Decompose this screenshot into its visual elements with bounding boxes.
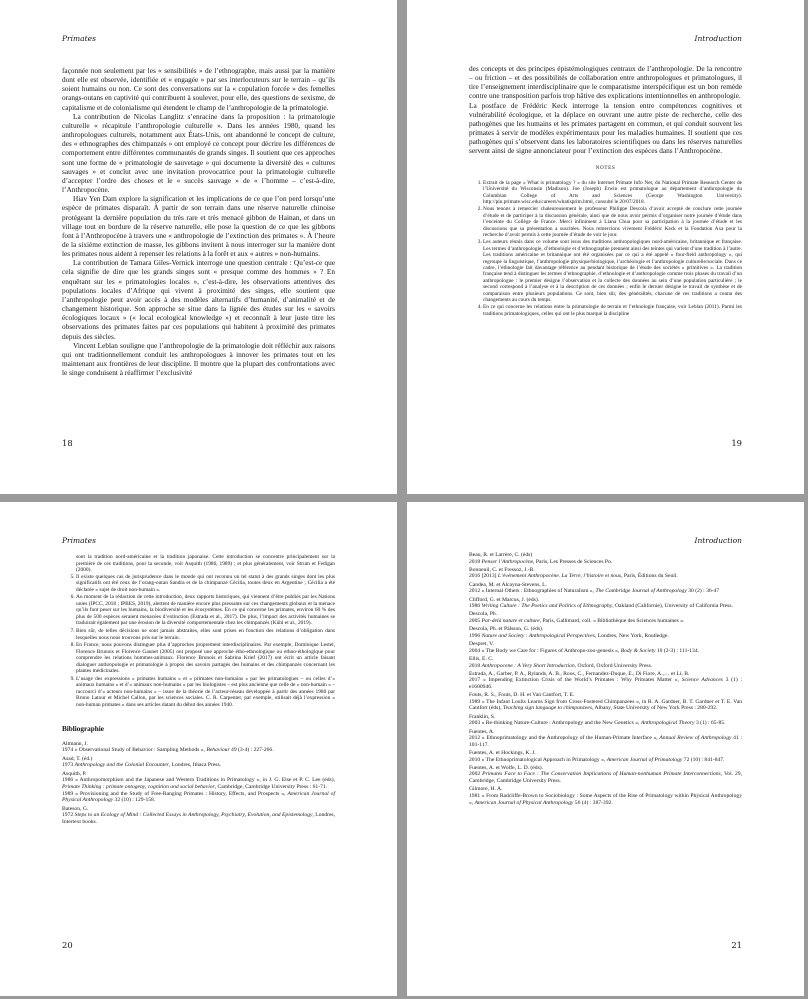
bib-ref-title: Primates Face to Face : The Conservation Implications of Human-nonhuman Primate Interconnections	[482, 771, 721, 778]
bibliography-entry	[469, 626, 742, 639]
bibliography-entry	[469, 656, 742, 669]
bibliography-entry	[62, 756, 335, 769]
bib-reference	[469, 663, 742, 670]
bib-ref-title: Penser l’Anthropocène	[481, 558, 534, 565]
bib-ref-text: 1974 « Observational Study of Behavior : Sampling Methods »,	[62, 747, 207, 754]
bib-reference	[469, 633, 742, 640]
bib-ref-text: 2016 [2013]	[469, 573, 498, 580]
bib-ref-title: L’événement Anthropocène. La Terre, l’histoire et nous	[497, 573, 622, 580]
bib-ref-title: American Journal of Physical Anthropology	[62, 790, 335, 804]
bib-ref-title: Writing Culture : The Poetics and Politics of Ethnography	[481, 603, 613, 610]
bib-ref-text: , Cambridge, Cambridge University Press : 61-71.	[214, 783, 328, 790]
bib-ref-text: 56 (4) : 387-392.	[573, 799, 613, 806]
bib-author: Asad, T. (éd.)	[62, 755, 93, 762]
bib-ref-text: 2018	[469, 662, 482, 669]
bibliography-entry	[469, 729, 742, 749]
bib-ref-title: Behaviour	[206, 747, 230, 754]
bib-ref-text: 49 (3-4) : 227-266.	[229, 747, 274, 754]
bibliography-heading: Bibliographie	[62, 724, 104, 733]
bib-ref-text: 32 (10) : 129-158.	[113, 797, 156, 804]
bib-ref-text: 1986 « Anthropomorphism and the Japanese and Western Traditions in Primatology », in J. G. Else et P. C. Lee (éds),	[62, 777, 335, 784]
bibliography-entry	[62, 806, 335, 826]
bib-ref-title: Anthropology and the Colonial Encounter	[74, 762, 169, 769]
bib-ref-title: American Journal of Primatology	[606, 756, 683, 763]
paragraph: Vincent Leblan souligne que l’anthropologie de la primatologie doit réfléchir aux raisons qui ont traditionnellement conduit les anthropologues à innover les primates tout en les maintenant aux frontières de leur discipline. Il montre que la plupart des confrontations avec le singe conduisent à réaffirmer l’exclusivité	[62, 340, 335, 378]
bib-reference	[469, 603, 742, 610]
running-head: Primates	[62, 34, 96, 43]
bib-author: Clifford, G. et Marcus, J. (éds).	[469, 596, 540, 603]
bibliography-list	[62, 741, 335, 826]
bib-reference	[469, 648, 742, 655]
bib-ref-text: 1989 « Provisioning and the Study of Free-Ranging Primates : History, Effects, and Prospects »,	[62, 790, 288, 797]
bibliography-entry	[469, 582, 742, 595]
bib-ref-text: , Paris, Gallimard, coll. « Bibliothèque des Sciences humaines ».	[539, 618, 685, 624]
page-number: 21	[731, 940, 742, 950]
bib-reference	[62, 747, 335, 754]
bibliography-entry	[469, 714, 742, 727]
bib-ref-text: , Paris, Les Presses de Sciences Po.	[533, 558, 613, 565]
bib-reference	[469, 757, 742, 764]
bib-reference	[469, 573, 742, 580]
bib-ref-text: 1973	[62, 762, 75, 769]
bib-author: Franklin, S.	[469, 713, 496, 720]
page-18	[0, 0, 397, 494]
note-item: 5. Il existe quelques cas de jurisprudence dans le monde qui ont reconnu un tel statut à des grands singes dont les plus significatifs ont été ceux de l’orang-outan Sandra et de la chimpanzé Cécilia, toutes deux en Argentine ; Cécilia a été déclarée « sujet de droit non-humain ».	[76, 574, 335, 594]
bib-ref-text: 1989 « The Infant Loulis Learns Sign from Cross-Fostered Chimpanzees », in R. A. Gardner, B. T. Gardner et T. E. Van Cantfort (éds),	[469, 698, 742, 712]
running-head: Introduction	[694, 34, 742, 43]
bib-author: Gilmore, H. A.	[469, 786, 503, 793]
notes-and-bibliography	[62, 554, 335, 827]
note-item: 2. Nous tenons à remercier chaleureusement le professeur Philippe Descola d’avoir accepté de conclure cette journée d’étude et de participer à la discussion générale, ainsi que de nous avoir permis d’organiser notre journée d’étude dans l’enceinte du Collège de France. Merci infiniment à Liana Chua pour sa participation à la journée d’étude et les discussions que sa présentation a suscitées. Nous remercions vivement Frédéric Keck et la Fondation Axa pour la recherche d’avoir permis à cette journée d’étude de voir le jour.	[483, 206, 742, 238]
bib-author: Bateson, G.	[62, 805, 89, 812]
bib-author: Despret, V.	[469, 641, 494, 648]
bib-ref-title: Par-delà nature et culture	[481, 618, 540, 624]
bib-ref-text: 72 (10) : 841-847.	[682, 756, 725, 763]
note-continuation: sont la tradition nord-américaine et la tradition japonaise. Cette introduction se concentre principalement sur la première de ces traditions, pour la seconde, voir Asquith (1986, 1989) ; et plus généralement, voir Strum et Fedigan (2000).	[76, 554, 335, 574]
page-number: 18	[62, 438, 73, 448]
bib-author: Altmann, J.	[62, 740, 88, 747]
bib-reference	[469, 699, 742, 712]
bib-reference	[469, 559, 742, 566]
note-item: 7. Bien sûr, de telles décisions ne sont jamais abstraites, elles sont prises en fonction des relations d’obligation dans lesquelles nous nous trouvons pris sur le terrain.	[76, 628, 335, 641]
body-text	[469, 64, 742, 318]
bibliography-entry	[469, 765, 742, 785]
bib-author: Fuentes, A.	[469, 728, 495, 735]
note-item: 3. Les auteurs réunis dans ce volume sont issus des traditions anthropologiques nord-américaine, britannique et française. Les termes d’anthropologie, d’ethnologie et d’ethnographie prennent ainsi des teintes qui varient d’une tradition à l’autre. Les traditions américaine et britannique ont été organisées par ce qui a été appelé « four-field anthropology », qui regroupe la linguistique, l’anthropologie physique/biologique, l’archéologie et l’anthropologie culturelle/sociale. Dans ce cadre, l’ethnologie fait davantage référence au pendant historique de l’étude des sociétés « primitives ». La tradition française tend à distinguer les termes d’ethnographie, d’ethnologie et d’anthropologie comme trois phases du travail d’un anthropologue : le premier désigne l’observation et la collecte des données au sein d’une population particulière ; le second correspond à l’analyse et à la description de ces données ; enfin le dernier désigne le travail de synthèse et de comparaison entre plusieurs populations. Ce sont, bien sûr, des généralités, chacune de ces traditions a connu des changements au cours du temps.	[483, 239, 742, 303]
bib-ref-title: Nature and Society : Anthropological Perspectives	[481, 632, 595, 639]
bib-ref-text: , Paris, Éditions du Seuil.	[621, 573, 678, 580]
bib-ref-text: , Oakland (Californie), University of California Press.	[612, 603, 733, 610]
bibliography-entry	[62, 741, 335, 754]
bibliography-entry	[62, 771, 335, 805]
bib-ref-text: 2017 « Impending Extinction Crisis of the World’s Primates : Why Primates Matter »,	[469, 677, 682, 684]
note-item: 9. L’usage des expressions « primates humains » et « primates non-humains » par les primatologues – ou celles d’« animaux humains » et d’« animaux non-humains » par les biologistes – est plus ancienne que celle de « non-humain » – raccourci d’« acteurs non-humains » – issue de la théorie de l’acteur-réseau développée à partir des années 1980 par Bruno Latour et Michel Callon, par les sciences sociales. C. R. Carpenter, par exemple, utilisait déjà l’expression « non-human primates » dans ses articles datant du début des années 1940.	[76, 676, 335, 709]
bibliography-entry	[469, 692, 742, 712]
bib-ref-text: 10 (2-3) : 111-134.	[655, 647, 700, 654]
bibliography-entry	[469, 611, 742, 624]
bib-ref-text: , Albany, State University of New York Press : 280-292.	[592, 705, 718, 712]
bib-author: Beau, R. et Larrère, C. (éds)	[469, 552, 533, 558]
bib-ref-text: 2003 « Re-thinking Nature-Culture : Anthropology and the New Genetics »,	[469, 720, 641, 727]
paragraph: façonnée non seulement par les « sensibilités » de l’ethnographe, mais aussi par la manière dont elle est observée, identifiée et « engagée » par ses interlocuteurs sur le terrain – qu’ils soient humains ou non. Ce sont des conversations sur la « copulation forcée » des femelles orangs-outans en captivité qui contribuent à soulever, pour elle, des questions de sexisme, de capitalisme et de colonialisme qui étendent le champ de l’anthropologie de la primatologie.	[62, 66, 335, 112]
page-21	[407, 502, 804, 996]
bib-ref-text: 30 (2) : 36-47	[686, 588, 720, 595]
bib-ref-text: 3 (1) : 65-85.	[694, 720, 726, 727]
bib-ref-title: Annual Review of Anthropology	[659, 735, 732, 742]
paragraph: La contribution de Nicolas Langlitz s’enracine dans la proposition : la primatologie culturelle « récapitule l’anthropologie culturelle ». Dans les années 1980, quand les anthropologues culturels, notamment aux États-Unis, ont abandonné le concept de culture, des « ethnographes des chimpanzés » ont employé ce concept pour décrire les différences de comportement entre différentes communautés de grands singes. Il soutient que ces approches sont une forme de « primatologie de sauvetage » qui documente la diversité des « cultures sauvages » et conclut avec une invitation provocatrice pour la primatologie culturelle d’accepter l’ordre des choses et le « succès sauvage » de « l’homme – c’est-à-dire, l’Anthropocène.	[62, 111, 335, 195]
bib-ref-title: Steps to an Ecology of Mind : Collected Essays in Anthropology, Psychiatry, Evolution, and Epistemology	[74, 812, 313, 819]
note-item: 1. Extrait de la page « What is primatology ? » du site Internet Primate Info Net, du National Primate Research Center de l’Université du Wisconsin (Madison). Joe (Joseph) Erwin est primatologue au département d’anthropologie du Columbian College of Arts and Sciences (George Washington University). http://pin.primate.wisc.edu/careers/whatisprim.html, consulté le 20/07/2018.	[483, 180, 742, 206]
bib-ref-title: The Cambridge Journal of Anthropology	[595, 588, 687, 595]
bibliography-entry	[469, 597, 742, 610]
bib-reference	[62, 762, 335, 769]
notes-heading: NOTES	[595, 164, 616, 171]
bib-author: Fuentes, A. et Hockings, K. J.	[469, 750, 536, 756]
bibliography-entry	[469, 786, 742, 806]
bib-author: Asquith, P.	[62, 770, 87, 777]
bib-ref-text: , Londres, Ithaca Press.	[168, 762, 222, 769]
bib-ref-text: 1986	[469, 603, 482, 610]
bib-ref-title: Teaching sign language to chimpanzees	[503, 705, 593, 712]
paragraph: La contribution de Tamara Giles-Vernick interroge une question centrale : Qu’est-ce que cela signifie de dire que les grands singes sont « presque comme des hommes » ? En enquêtant sur les « primatologies locales », c’est-à-dire, les observations attentives des populations locales d’Afrique qui vivent à proximité des singes, elle soutient que l’anthropologie peut avoir accès à des modèles alternatifs d’humanité, d’animalité et de changement historique. Son approche se situe dans la lignée des études sur les « savoirs écologiques locaux » (« local ecological knowledge ») et reconnaît à leur juste titre les observations des primates faites par ces populations qui habitent à proximité des primates depuis des siècles.	[62, 258, 335, 341]
notes-list	[469, 180, 742, 318]
bib-ref-text: 1981 « From Radcliffe-Brown to Sociobiology : Some Aspects of the Rise of Primatology within Physical Anthropology »,	[469, 792, 742, 806]
bib-ref-text: 1972	[62, 812, 75, 819]
bib-ref-title: Anthropological Theory	[640, 720, 695, 727]
bibliography-entry	[469, 750, 742, 763]
paragraph: Hiav Yen Dam explore la signification et les implications de ce que l’on perd lorsqu’une espèce de primates disparaît. À partir de son terrain dans une réserve naturelle chinoise protégeant la dernière population du très rare et très menacé gibbon de Hainan, et dans un village tout en bordure de la réserve naturelle, elle pose la question de ce que les gibbons font à l’Anthropocène à travers une « anthropologie de l’extinction des primates ». À l’heure de la sixième extinction de masse, les gibbons invitent à nous interroger sur la manière dont les primates nous aident à repenser les relations à la forêt et aux « autres » non-humains.	[62, 194, 335, 259]
bib-ref-text: , Londres, Intertext books.	[62, 812, 336, 826]
bib-ref-text: 2012 « Internal Others : Ethnographies of Naturalism »,	[469, 588, 596, 595]
bib-ref-text: 2004 « The Body we Care for : Figures of Anthropo-zoo-genesis »,	[469, 647, 621, 654]
bib-ref-text: 1996	[469, 632, 482, 639]
bib-ref-text: 2018	[469, 558, 482, 565]
bib-author: Fouts, R. S., Fouts, D. H. et Van Cantfort, T. E.	[469, 692, 575, 699]
bib-reference	[62, 777, 335, 790]
running-head: Primates	[62, 536, 96, 545]
bibliography-entry	[469, 552, 742, 565]
bib-author: Ellis, E. C.	[469, 655, 494, 662]
bib-reference	[469, 793, 742, 806]
bib-ref-text: 2002	[469, 771, 483, 778]
bib-ref-text: , Londres, New York, Routledge.	[594, 632, 669, 639]
page-20	[0, 502, 397, 996]
bib-reference	[469, 588, 742, 595]
bib-reference	[62, 791, 335, 804]
bib-reference	[469, 677, 742, 690]
bib-ref-text: 2012 « Ethnoprimatology and the Anthropology of the Human-Primate Interface »,	[469, 735, 660, 742]
note-item: 4. En ce qui concerne les relations entre la primatologie de terrain et l’ethnologie française, voir Leblan (2011). Parmi les traditions primatologiques, celles qui ont le plus marqué la discipline	[483, 304, 742, 317]
bib-reference	[62, 812, 335, 825]
bib-ref-text: , Oxford, Oxford University Press.	[574, 662, 653, 669]
note-item: 6. Au moment de la rédaction de cette introduction, deux rapports historiques, qui viennent d’être publiés par les Nations unies (IPCC, 2018 ; IPBES, 2019), alertent de manière encore plus pressante sur ces changements globaux et la menace qu’ils font peser sur les humains, la biodiversité et les écosystèmes. En ce qui concerne les primates, environ 60 % des plus de 500 espèces seraient menacées d’extinction (Estrada et al., 2017). De plus, l’impact des activités humaines se traduirait également par une érosion de la diversité comportementale chez les chimpanzés (Kühl et al., 2019).	[76, 594, 335, 627]
bib-ref-text: 2010 « The Ethnoprimatological Approach in Primatology »,	[469, 756, 607, 763]
bib-ref-text: 41 : 101-117.	[469, 735, 742, 748]
bib-author: Fuentes, A. et Wolfe, L. D. (éds).	[469, 764, 544, 771]
bibliography-entry	[469, 671, 742, 691]
bib-author: Candea, M. et Alcayna-Stevens, L.	[469, 581, 547, 588]
bib-ref-title: American Journal of Physical Anthropology	[474, 799, 574, 806]
bib-ref-text: 3 (1) : e1600946.	[469, 677, 742, 690]
bib-author: Estrada, A., Garber, P. A., Rylands, A. B., Roos, C., Fernandez-Duque, E., Di Fiore, A.,… et Li, B.	[469, 670, 690, 677]
bib-ref-text: , Vol. 29, Cambridge, Cambridge University Press.	[469, 771, 742, 785]
bib-author: Descola, Ph.	[469, 611, 498, 618]
bib-author: Descola, Ph. et Pálsson, G. (éds).	[469, 626, 544, 633]
page-number: 20	[62, 940, 73, 950]
bib-ref-title: Anthropocene : A Very Short Introduction	[481, 662, 575, 669]
bibliography-entry	[469, 641, 742, 654]
afterword-paragraph: La postface de Frédéric Keck interroge la tension entre compétences cognitives et vulnérabilité écologique, et la déplace en ouvrant une autre piste de recherche, celle des pathogènes que les humains et les primates partagent en commun, et qui conduit souvent les primates à servir de modèles expérimentaux pour les maladies humaines. Il soutient que ces pathogènes qui s’observent dans les laboratoires scientifiques ou dans les réserves naturelles servent ainsi de signe annonciateur pour l’extinction des espèces dans l’Anthropocène.	[469, 100, 742, 156]
running-head: Introduction	[694, 536, 742, 545]
bib-reference	[469, 771, 742, 784]
notes-list	[62, 574, 335, 709]
bibliography-list	[469, 552, 742, 808]
paragraph: des concepts et des principes épistémologiques centraux de l’anthropologie. De la rencontre – ou friction – et des possibilités de collaboration entre anthropologues et primatologues, il tire l’enseignement interdisciplinaire que le comparatisme interspécifique est un bon remède contre une transposition parfois trop hâtive des explications intentionnelles en anthropologie.	[469, 64, 742, 101]
bib-reference	[469, 618, 742, 625]
bibliography-entry	[469, 567, 742, 580]
note-item: 8. En France, nous pouvons distinguer plus d’approches proprement interdisciplinaires. Par exemple, Dominique Lestel, Florence Brunois et Florence Gaunet (2005) ont proposé une approche étho-ethnologique ou ethno-éthologique pour comprendre les relations hommes-animaux. Florence Brunois et Sabrina Krief (2017) ont écrit un article faisant dialoguer anthropologie et primatologie à propos des savoirs partagés des humains et des chimpanzés concernant les plantes médicinales.	[76, 642, 335, 675]
page-19	[407, 0, 804, 494]
bib-ref-title: Science Advances	[681, 677, 723, 684]
bib-author: Bonneuil, C. et Fressoz, J.-B.	[469, 566, 535, 573]
bib-ref-text: 2005	[469, 618, 482, 624]
bib-reference	[469, 735, 742, 748]
page-number: 19	[731, 438, 742, 448]
bib-reference	[469, 720, 742, 727]
body-text	[62, 66, 335, 377]
bib-ref-title: Body & Society	[620, 647, 656, 654]
bib-ref-title: Primate Thinking : primate ontogeny, cognition and social behavior	[62, 783, 215, 790]
